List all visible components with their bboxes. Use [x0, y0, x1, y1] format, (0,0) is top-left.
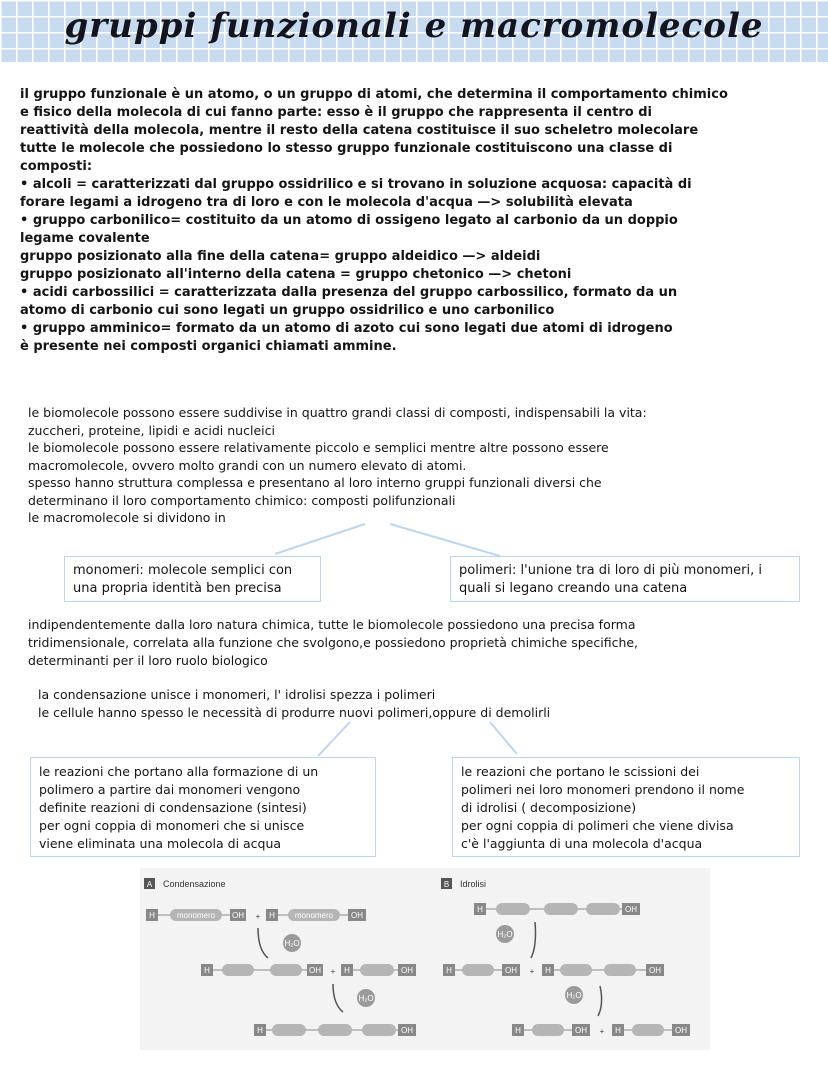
text-line: • gruppo amminico= formato da un atomo di azoto cui sono legati due atomi di idrogeno — [20, 321, 673, 336]
svg-text:monomero: monomero — [176, 911, 216, 920]
svg-text:OH: OH — [351, 911, 363, 920]
trimer-b — [474, 903, 640, 915]
text-line: per ogni coppia di polimeri che viene divisa — [461, 818, 734, 833]
text-line: viene eliminata una molecola di acqua — [39, 836, 282, 851]
monomer-b1 — [512, 1024, 590, 1036]
text-line: tutte le molecole che possiedono lo stesso gruppo funzionale costituiscono una classe di — [20, 141, 673, 156]
text-line: le biomolecole possono essere relativamente piccolo e semplici mentre altre possono essere — [28, 440, 609, 455]
svg-text:H₂O: H₂O — [497, 930, 513, 939]
text-line: polimeri: l'unione tra di loro di più monomeri, i — [459, 563, 762, 578]
svg-text:H₂O: H₂O — [284, 939, 300, 948]
svg-text:H: H — [149, 911, 155, 920]
panel-b-letter: B — [443, 880, 450, 889]
text-line: è presente nei composti organici chiamati ammine. — [20, 339, 397, 354]
monomer-b2 — [612, 1024, 690, 1036]
text-line: gruppo posizionato all'interno della catena = gruppo chetonico —> chetoni — [20, 267, 572, 282]
plus-sign: + — [599, 1027, 605, 1036]
text-line: definite reazioni di condensazione (sintesi) — [39, 800, 307, 815]
trimer-a — [254, 1024, 416, 1036]
text-line: indipendentemente dalla loro natura chimica, tutte le biomolecole possiedono una precisa forma — [28, 617, 636, 632]
text-line: gruppo posizionato alla fine della catena= gruppo aldeidico —> aldeidi — [20, 249, 541, 264]
text-line: le macromolecole si dividono in — [28, 510, 226, 525]
plus-sign: + — [529, 967, 535, 976]
text-line: le reazioni che portano alla formazione di un — [39, 764, 319, 779]
text-line: una propria identità ben precisa — [73, 581, 282, 596]
panel-a-letter: A — [146, 880, 153, 889]
plus-sign: + — [255, 912, 261, 921]
text-line: macromolecole, ovvero molto grandi con un numero elevato di atomi. — [28, 457, 467, 473]
svg-text:H: H — [344, 966, 350, 975]
text-line: • gruppo carbonilico= costituito da un atomo di ossigeno legato al carbonio da un doppio — [20, 213, 678, 228]
text-line: le biomolecole possono essere suddivise in quattro grandi classi di composti, indispensabili la vita: — [28, 405, 647, 420]
svg-text:OH: OH — [625, 905, 637, 914]
text-line: la condensazione unisce i monomeri, l' idrolisi spezza i polimeri — [38, 687, 436, 702]
text-line: per ogni coppia di monomeri che si unisce — [39, 818, 305, 833]
text-line: il gruppo funzionale è un atomo, o un gruppo di atomi, che determina il comportamento chimico — [20, 87, 728, 102]
text-line: atomo di carbonio cui sono legati un gruppo ossidrilico e uno carbonilico — [20, 303, 555, 318]
text-line: polimero a partire dai monomeri vengono — [39, 782, 301, 797]
svg-text:monomero: monomero — [294, 911, 334, 920]
text-line: determinanti per il loro ruolo biologico — [28, 653, 268, 668]
svg-text:H: H — [269, 911, 275, 920]
text-line: tridimensionale, correlata alla funzione che svolgono,e possiedono proprietà chimiche specifiche, — [28, 635, 639, 650]
text-line: c'è l'aggiunta di una molecola d'acqua — [461, 836, 703, 851]
svg-text:OH: OH — [401, 1026, 413, 1035]
text-line: quali si legano creando una catena — [459, 581, 688, 596]
text-line: le reazioni che portano le scissioni dei — [461, 764, 700, 779]
figure-background — [140, 868, 710, 1050]
text-line: determinano il loro comportamento chimico: composti polifunzionali — [28, 492, 456, 508]
text-line: • alcoli = caratterizzati dal gruppo ossidrilico e si trovano in soluzione acquosa: capacità di — [20, 177, 692, 192]
text-line: di idrolisi ( decomposizione) — [461, 800, 637, 815]
text-line: le cellule hanno spesso le necessità di produrre nuovi polimeri,oppure di demolirli — [38, 705, 551, 720]
text-line: • acidi carbossilici = caratterizzata dalla presenza del gruppo carbossilico, formato da un — [20, 285, 678, 300]
page-title: gruppi funzionali e macromolecole — [64, 6, 764, 46]
svg-text:H: H — [446, 966, 452, 975]
svg-text:H: H — [615, 1026, 621, 1035]
panel-b-title: Idrolisi — [460, 879, 487, 889]
svg-text:OH: OH — [675, 1026, 687, 1035]
svg-text:OH: OH — [505, 966, 517, 975]
svg-text:H: H — [257, 1026, 263, 1035]
svg-text:H: H — [545, 966, 551, 975]
text-line: reattività della molecola, mentre il resto della catena costituisce il suo scheletro molecolare — [20, 123, 699, 138]
svg-text:H₂O: H₂O — [358, 994, 374, 1003]
text-line: monomeri: molecole semplici con — [73, 563, 293, 578]
monomer-a3 — [341, 964, 416, 976]
dimer-b — [443, 964, 520, 976]
text-line: spesso hanno struttura complessa e presentano al loro interno gruppi funzionali diversi che — [28, 475, 602, 490]
plus-sign: + — [330, 967, 336, 976]
text-line: forare legami a idrogeno tra di loro e con le molecola d'acqua —> solubilità elevata — [20, 195, 633, 210]
panel-a-title: Condensazione — [163, 879, 226, 889]
svg-text:H: H — [515, 1026, 521, 1035]
svg-text:H₂O: H₂O — [566, 991, 582, 1000]
text-line: legame covalente — [20, 231, 150, 246]
text-line: e fisico della molecola di cui fanno parte: esso è il gruppo che rappresenta il centro di — [20, 105, 652, 120]
svg-text:OH: OH — [575, 1026, 587, 1035]
text-line: zuccheri, proteine, lipidi e acidi nucleici — [28, 422, 275, 438]
svg-text:OH: OH — [649, 966, 661, 975]
svg-text:OH: OH — [401, 966, 413, 975]
svg-text:H: H — [477, 905, 483, 914]
svg-text:OH: OH — [232, 911, 244, 920]
svg-text:OH: OH — [309, 966, 321, 975]
text-line: polimeri nei loro monomeri prendono il nome — [461, 782, 745, 797]
svg-text:H: H — [204, 966, 210, 975]
text-line: composti: — [20, 159, 93, 174]
